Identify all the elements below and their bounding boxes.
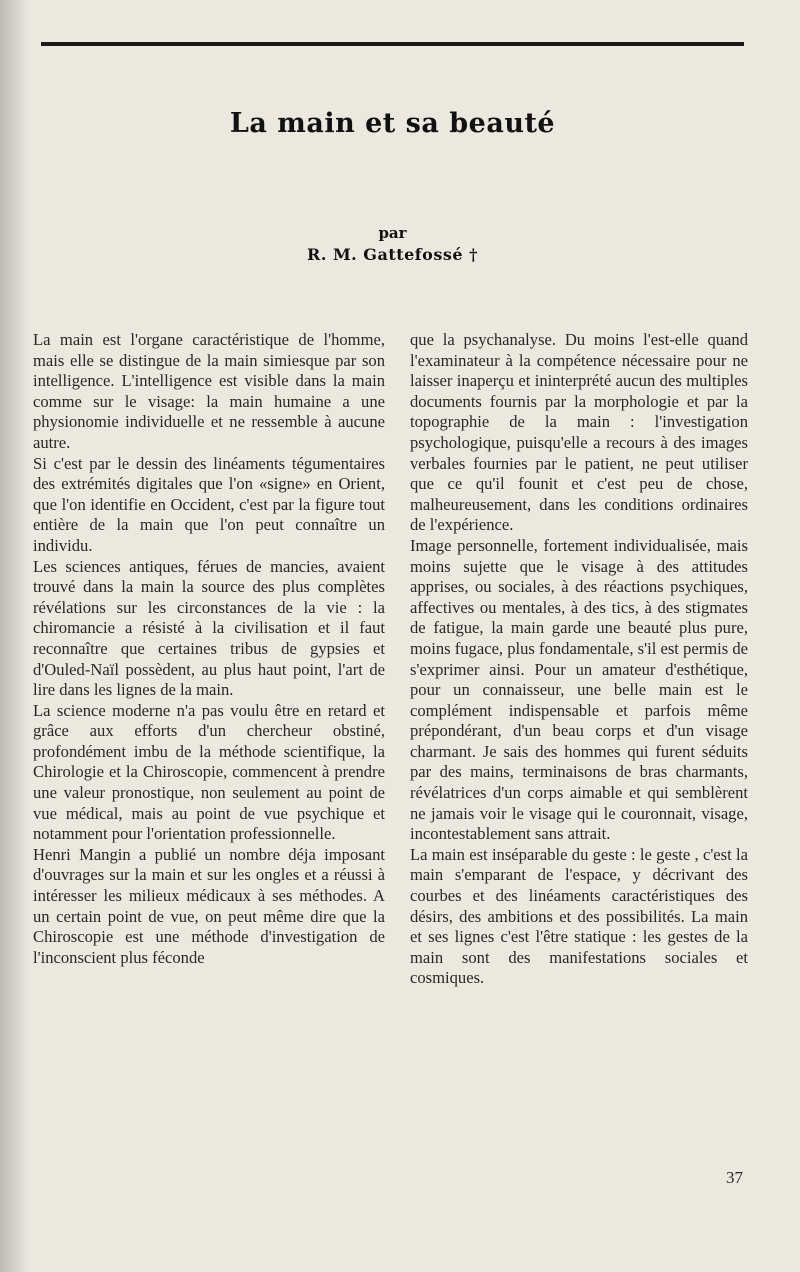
right-column (410, 330, 748, 1150)
article-title: La main et sa beauté (229, 108, 556, 139)
paragraph: La main est l'organe caractéristique de l'homme, mais elle se distingue de la main simiesque par son intelligence. L'intelligence est visible dans la main comme sur le visage: la main humaine a une physionomie individuelle et ne ressemble à aucune autre. (33, 330, 385, 452)
paragraph: La main est inséparable du geste : le geste , c'est la main s'emparant de l'espace, y décrivant des courbes et des linéaments caractéristiques des désirs, des ambitions et des possibilités. La main et ses lignes c'est l'être statique : les gestes de la main sont des manifestations sociales et cosmiques. (410, 844, 748, 988)
header-rule (41, 42, 744, 46)
paragraph: que la psychanalyse. Du moins l'est-elle quand l'examinateur à la compétence nécessaire pour ne laisser inaperçu et ininterprété aucun des multiples documents fournis par la morphologie et par la topographie de la main : l'investigation psychologique, puisqu'elle a recours à des images verbales fournies par le patient, ne peut utiliser que ce qu'il founit et c'est peu de chose, malheureusement, dans les conditions ordinaires de l'expérience. (410, 330, 748, 535)
paragraph: Henri Mangin a publié un nombre déja imposant d'ouvrages sur la main et sur les ongles et a réussi à intéresser les milieux médicaux à ses méthodes. A un certain point de vue, on peut même dire que la Chiroscopie est une méthode d'investigation de l'inconscient plus féconde (33, 844, 385, 967)
byline-author: R. M. Gattefossé † (307, 245, 478, 264)
paragraph: Image personnelle, fortement individualisée, mais moins sujette que le visage à des attitudes apprises, ou sociales, à des réactions psychiques, affectives ou mentales, à des tics, à des stigmates de fatigue, la main garde une beauté plus pure, moins fugace, plus fondamentale, s'il est permis de s'exprimer ainsi. Pour un amateur d'esthétique, pour un connaisseur, une belle main est le complément indispensable et parfois même prépondérant, d'un beau corps et d'un visage charmant. Je sais des hommes qui furent séduits par des mains, terminaisons de bras charmants, révélatrices d'un corps aimable et qui semblèrent ne jamais voir le visage qui le couronnait, visage, incontestablement sans attrait. (410, 535, 749, 844)
page-binding-shadow (0, 0, 30, 1272)
paragraph: Les sciences antiques, férues de mancies, avaient trouvé dans la main la source des plus complètes révélations sur les circonstances de la vie : la chiromancie a résisté à la civilisation et il faut reconnaître que certaines tribus de gypsies et d'Ouled-Naïl possèdent, au plus haut point, l'art de lire dans les lignes de la main. (33, 556, 385, 700)
paragraph: Si c'est par le dessin des linéaments tégumentaires des extrémités digitales que l'on «signe» en Orient, que l'on identifie en Occident, c'est par la figure tout entière de la main que l'on peut connaître un individu. (33, 453, 385, 555)
left-column (33, 330, 385, 1150)
byline-par: par (378, 224, 407, 242)
page-number: 37 (726, 1168, 743, 1187)
paragraph: La science moderne n'a pas voulu être en retard et grâce aux efforts d'un chercheur obstiné, profondément imbu de la méthode scientifique, la Chirologie et la Chiroscopie, commencent à prendre une valeur pronostique, non seulement au point de vue médical, mais au point de vue psychique et notamment pour l'orientation professionnelle. (33, 700, 385, 844)
